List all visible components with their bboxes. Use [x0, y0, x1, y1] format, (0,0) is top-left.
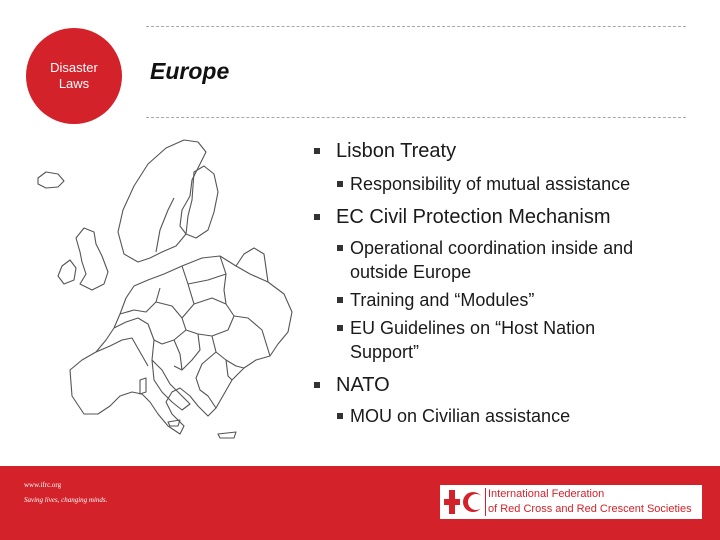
- sub-bullet-mou-civilian: [312, 404, 712, 428]
- sub-bullet-square-icon: [337, 297, 343, 303]
- sub-bullet-square-icon: [337, 413, 343, 419]
- sub-bullet-label: Responsibility of mutual assistance: [350, 174, 631, 194]
- ifrc-logo: [440, 485, 702, 519]
- bullet-ec-civil-protection: [312, 204, 712, 230]
- bullet-label: EC Civil Protection Mechanism: [336, 206, 611, 228]
- bullet-lisbon-treaty: [312, 138, 712, 164]
- bullet-square-icon: [314, 382, 320, 388]
- sub-bullet-label: Training and “Modules”: [350, 290, 535, 310]
- sub-bullet-label-line2: outside Europe: [350, 262, 472, 282]
- sub-bullet-operational-coordination: [312, 236, 712, 284]
- logo-divider: [485, 488, 486, 516]
- footer-bar: [0, 466, 720, 540]
- ifrc-name-line2: of Red Cross and Red Crescent Societies: [488, 503, 692, 515]
- sub-bullet-label-line1: EU Guidelines on “Host Nation: [350, 318, 596, 338]
- sub-bullet-label: MOU on Civilian assistance: [350, 406, 571, 426]
- top-divider: [146, 26, 686, 27]
- topic-badge-line1: Disaster: [50, 60, 98, 75]
- bullet-square-icon: [314, 148, 320, 154]
- bullet-nato: [312, 372, 712, 398]
- sub-bullet-label-line1: Operational coordination inside and: [350, 238, 634, 258]
- sub-bullet-square-icon: [337, 245, 343, 251]
- title-divider: [146, 117, 686, 118]
- ifrc-name: [488, 487, 692, 517]
- topic-badge-line2: Laws: [58, 76, 90, 91]
- ifrc-name-line1: International Federation: [488, 488, 605, 500]
- sub-bullet-square-icon: [337, 325, 343, 331]
- bullet-label: NATO: [336, 374, 390, 396]
- footer-url: www.ifrc.org: [24, 481, 62, 489]
- europe-map-icon: [22, 134, 308, 456]
- red-cross-crescent-icon: [444, 490, 482, 514]
- slide-title: Europe: [150, 58, 230, 84]
- sub-bullet-label-line2: Support”: [350, 342, 420, 362]
- bullet-label: Lisbon Treaty: [336, 140, 457, 162]
- sub-bullet-mutual-assistance: [312, 172, 712, 196]
- topic-badge: [26, 28, 122, 124]
- bullet-list: [312, 136, 712, 428]
- footer-slogan: Saving lives, changing minds.: [24, 496, 108, 504]
- sub-bullet-training-modules: [312, 288, 712, 312]
- bullet-square-icon: [314, 214, 320, 220]
- sub-bullet-eu-guidelines: [312, 316, 712, 364]
- sub-bullet-square-icon: [337, 181, 343, 187]
